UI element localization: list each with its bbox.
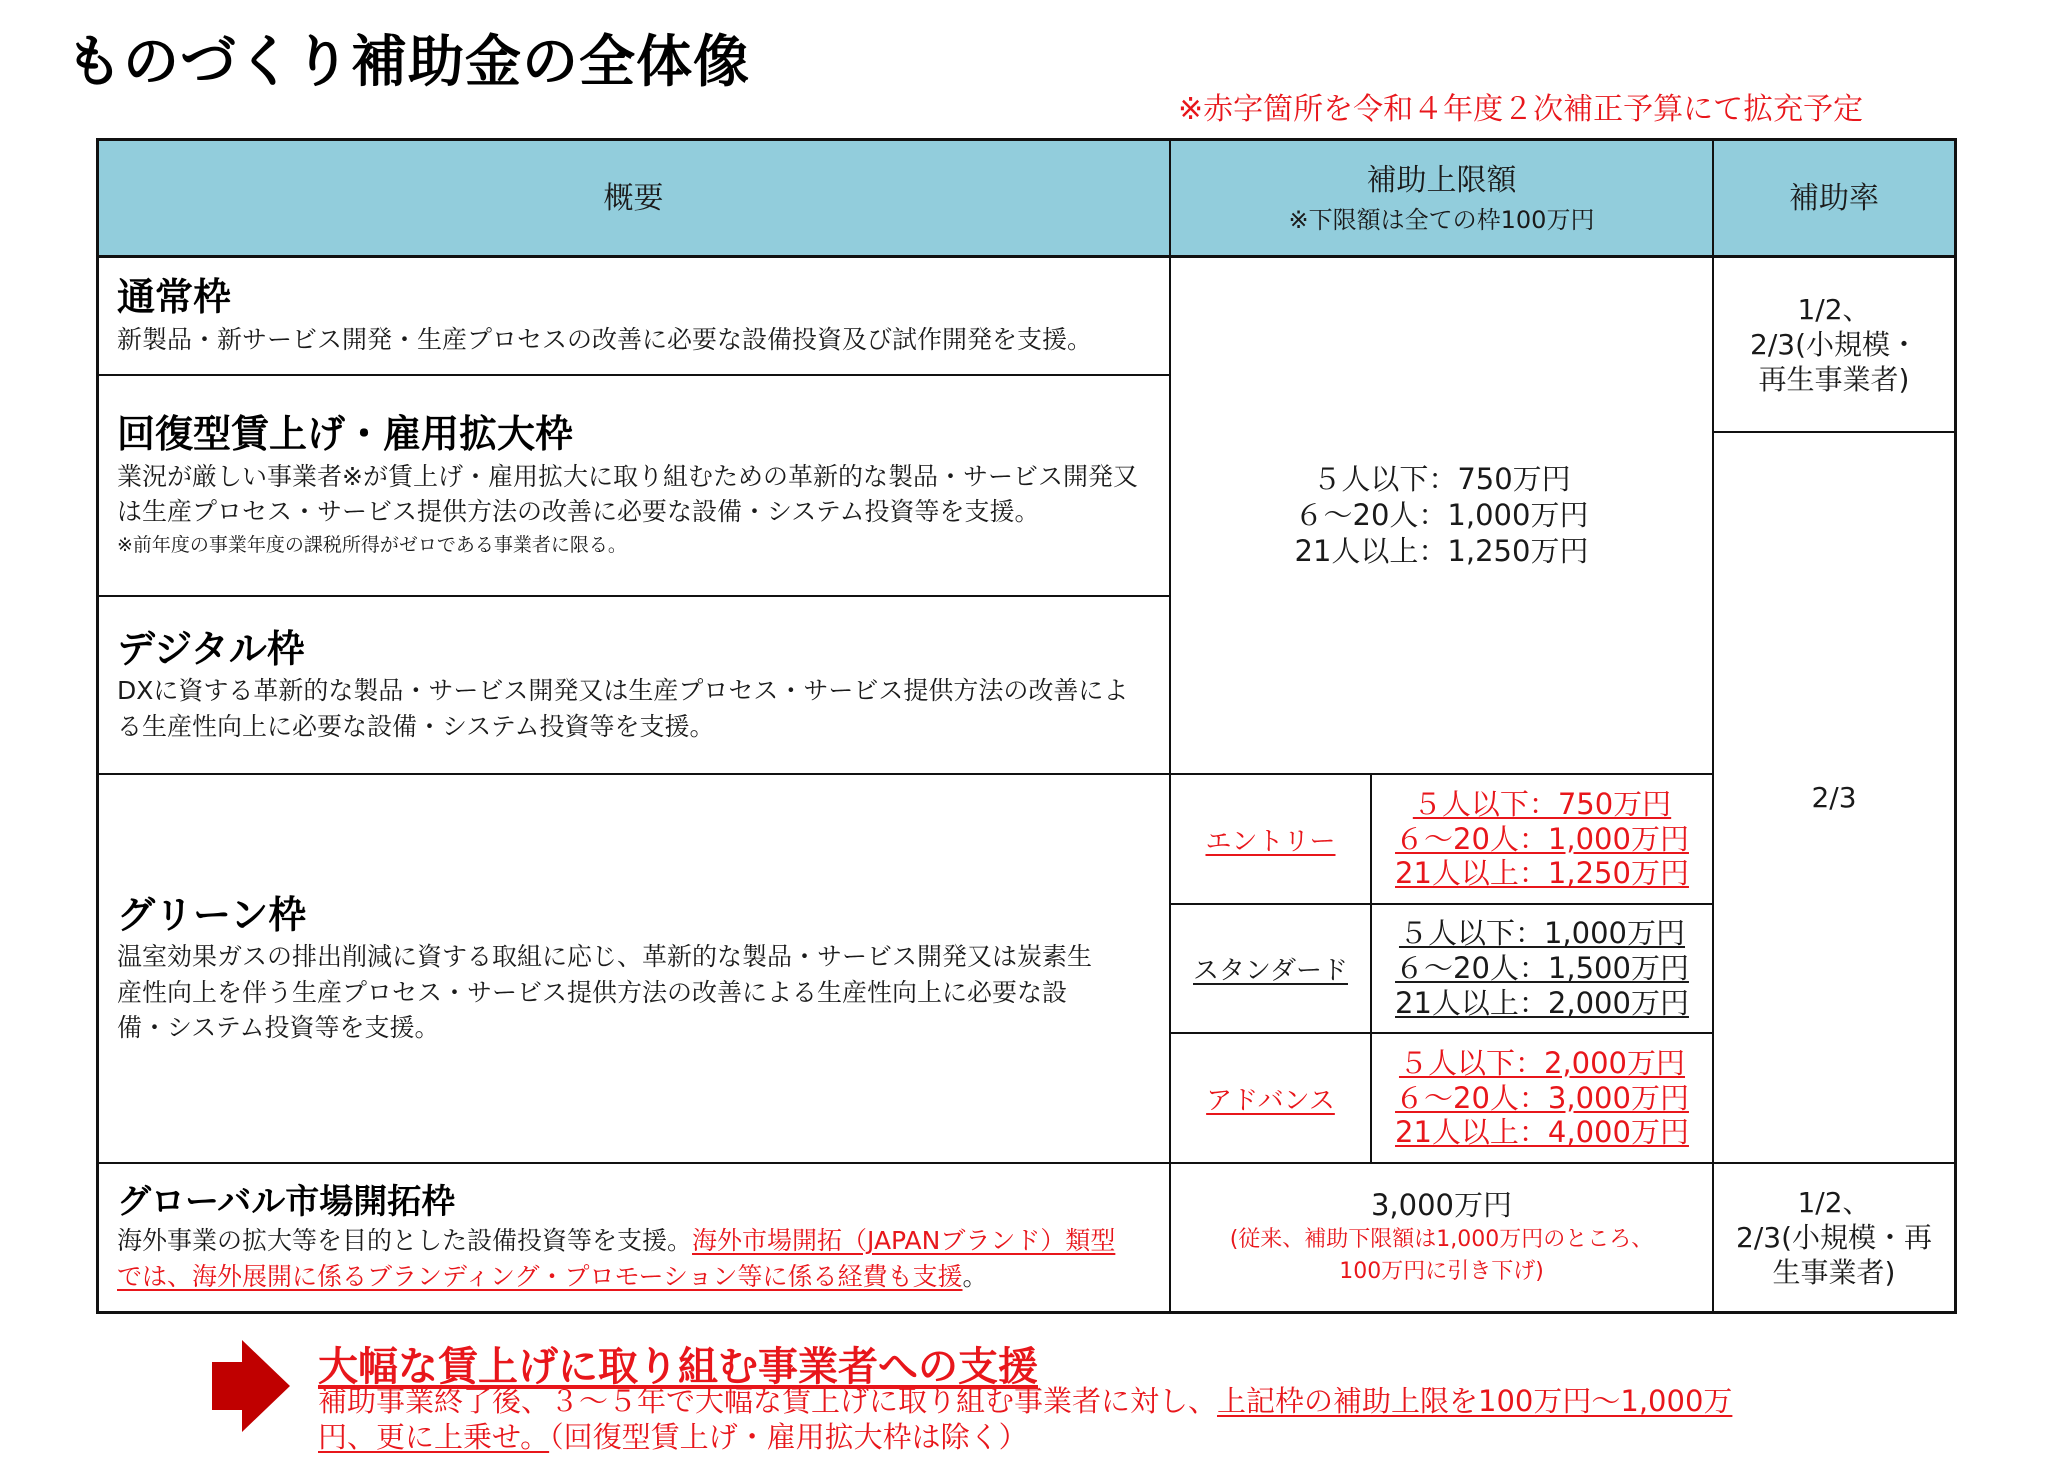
row-digital <box>97 596 1170 774</box>
header-limit <box>1170 140 1713 256</box>
header-rate-label: 補助率 <box>1789 180 1879 216</box>
row-normal <box>97 256 1170 375</box>
row-title: グリーン枠 <box>117 892 307 937</box>
desc-plain: 海外事業の拡大等を目的とした設備投資等を支援。 <box>117 1226 693 1256</box>
tier-amount: 21人以上：2,000万円 <box>1395 985 1689 1020</box>
row-divider <box>96 773 1714 775</box>
table-border-top <box>96 138 1957 141</box>
row-divider <box>96 1162 1957 1164</box>
tier-advance-amounts <box>1371 1033 1713 1163</box>
row-recovery <box>97 375 1170 596</box>
row-desc: DXに資する革新的な製品・サービス開発又は生産プロセス・サービス提供方法の改善による生産性向上に必要な設備・システム投資等を支援。 <box>117 676 1129 741</box>
tier-standard-amounts <box>1371 904 1713 1033</box>
table-border-left <box>96 138 99 1314</box>
tier-amount: ６～20人：3,000万円 <box>1395 1080 1689 1115</box>
red-note: ※赤字箇所を令和４年度２次補正予算にて拡充予定 <box>1178 92 1864 127</box>
header-limit-note: ※下限額は全ての枠100万円 <box>1288 206 1595 234</box>
global-limit-note: (従来、補助下限額は1,000万円のところ、 <box>1229 1226 1654 1252</box>
row-global <box>97 1163 1170 1312</box>
tier-divider <box>1169 1032 1714 1034</box>
bottom-body-underline: 上記枠の補助上限を100万円～1,000万円、更に上乗せ。 <box>318 1384 1733 1455</box>
bottom-title: 大幅な賃上げに取り組む事業者への支援 <box>318 1344 1038 1390</box>
rate-normal <box>1713 256 1955 432</box>
row-title: デジタル枠 <box>117 626 305 671</box>
bottom-body-plain: （回復型賃上げ・雇用拡大枠は除く） <box>549 1420 1028 1455</box>
table-border-bottom <box>96 1311 1957 1314</box>
rate-global <box>1713 1163 1955 1312</box>
header-divider <box>96 255 1957 258</box>
tier-amount: ６～20人：1,000万円 <box>1395 821 1689 856</box>
row-desc: 業況が厳しい事業者※が賃上げ・雇用拡大に取り組むための革新的な製品・サービス開発又は生産プロセス・サービス提供方法の改善に必要な設備・システム投資等を支援。 <box>117 461 1138 527</box>
row-footnote: ※前年度の事業年度の課税所得がゼロである事業者に限る。 <box>117 533 627 556</box>
tier-amount: ５人以下：2,000万円 <box>1398 1045 1686 1080</box>
rate-line: 1/2、 <box>1797 1186 1871 1219</box>
row-title: グローバル市場開拓枠 <box>117 1181 456 1222</box>
rate-divider <box>1712 431 1956 433</box>
limit-line: ５人以下：750万円 <box>1312 461 1571 496</box>
desc-end: 。 <box>962 1261 988 1291</box>
tier-divider <box>1169 903 1714 905</box>
tier-advance <box>1170 1033 1371 1163</box>
bottom-body <box>318 1383 1738 1456</box>
row-green <box>97 774 1170 1163</box>
page-title: ものづくり補助金の全体像 <box>66 30 750 95</box>
global-limit <box>1170 1163 1713 1312</box>
limit-line: ６～20人：1,000万円 <box>1294 497 1589 532</box>
header-overview <box>97 140 1170 256</box>
arrow-right-icon <box>212 1340 294 1432</box>
tier-entry <box>1170 774 1371 904</box>
row-desc: 新製品・新サービス開発・生産プロセスの改善に必要な設備投資及び試作開発を支援。 <box>117 324 1093 354</box>
row-desc <box>117 1223 1130 1294</box>
row-divider <box>96 374 1170 376</box>
rate-line: 生事業者) <box>1772 1256 1896 1289</box>
table-border-right <box>1954 138 1957 1314</box>
row-desc: 温室効果ガスの排出削減に資する取組に応じ、革新的な製品・サービス開発又は炭素生産性向上を伴う生産プロセス・サービス提供方法の改善による生産性向上に必要な設備・システム投資等を支援。 <box>117 942 1093 1042</box>
bottom-body-plain: 補助事業終了後、３～５年で大幅な賃上げに取り組む事業者に対し、 <box>318 1384 1218 1418</box>
row-divider <box>96 595 1170 597</box>
row-title: 通常枠 <box>117 275 232 319</box>
header-limit-label: 補助上限額 <box>1366 163 1517 198</box>
rate-line: 1/2、 <box>1797 292 1871 326</box>
tier-amount: 21人以上：1,250万円 <box>1395 856 1689 891</box>
global-limit-amount: 3,000万円 <box>1370 1188 1513 1223</box>
tier-entry-amounts <box>1371 774 1713 904</box>
rate-shared <box>1713 432 1955 1163</box>
tier-name: アドバンス <box>1206 1085 1335 1116</box>
tier-name: エントリー <box>1205 826 1336 857</box>
header-rate <box>1713 140 1955 256</box>
rate-line: 2/3 <box>1811 781 1857 814</box>
rate-line: 2/3(小規模・ <box>1750 327 1918 361</box>
rate-line: 再生事業者) <box>1758 362 1910 396</box>
common-limit <box>1170 256 1713 774</box>
col-divider-1 <box>1169 138 1171 1314</box>
header-overview-label: 概要 <box>603 180 664 216</box>
tier-amount: 21人以上：4,000万円 <box>1395 1115 1689 1150</box>
tier-col-divider <box>1370 773 1372 1163</box>
tier-name: スタンダード <box>1193 956 1348 986</box>
tier-amount: ６～20人：1,500万円 <box>1395 951 1689 986</box>
desc-red: 海外市場開拓（JAPANブランド）類型では、海外展開に係るブランディング・プロモーション等に係る経費も支援 <box>117 1226 1116 1291</box>
rate-line: 2/3(小規模・再 <box>1736 1221 1932 1254</box>
global-limit-note: 100万円に引き下げ) <box>1339 1258 1544 1284</box>
tier-amount: ５人以下：1,000万円 <box>1398 916 1686 951</box>
tier-standard <box>1170 904 1371 1033</box>
col-divider-2 <box>1712 138 1714 1314</box>
row-title: 回復型賃上げ・雇用拡大枠 <box>117 412 574 457</box>
limit-line: 21人以上：1,250万円 <box>1294 534 1589 569</box>
tier-amount: ５人以下：750万円 <box>1412 786 1672 821</box>
